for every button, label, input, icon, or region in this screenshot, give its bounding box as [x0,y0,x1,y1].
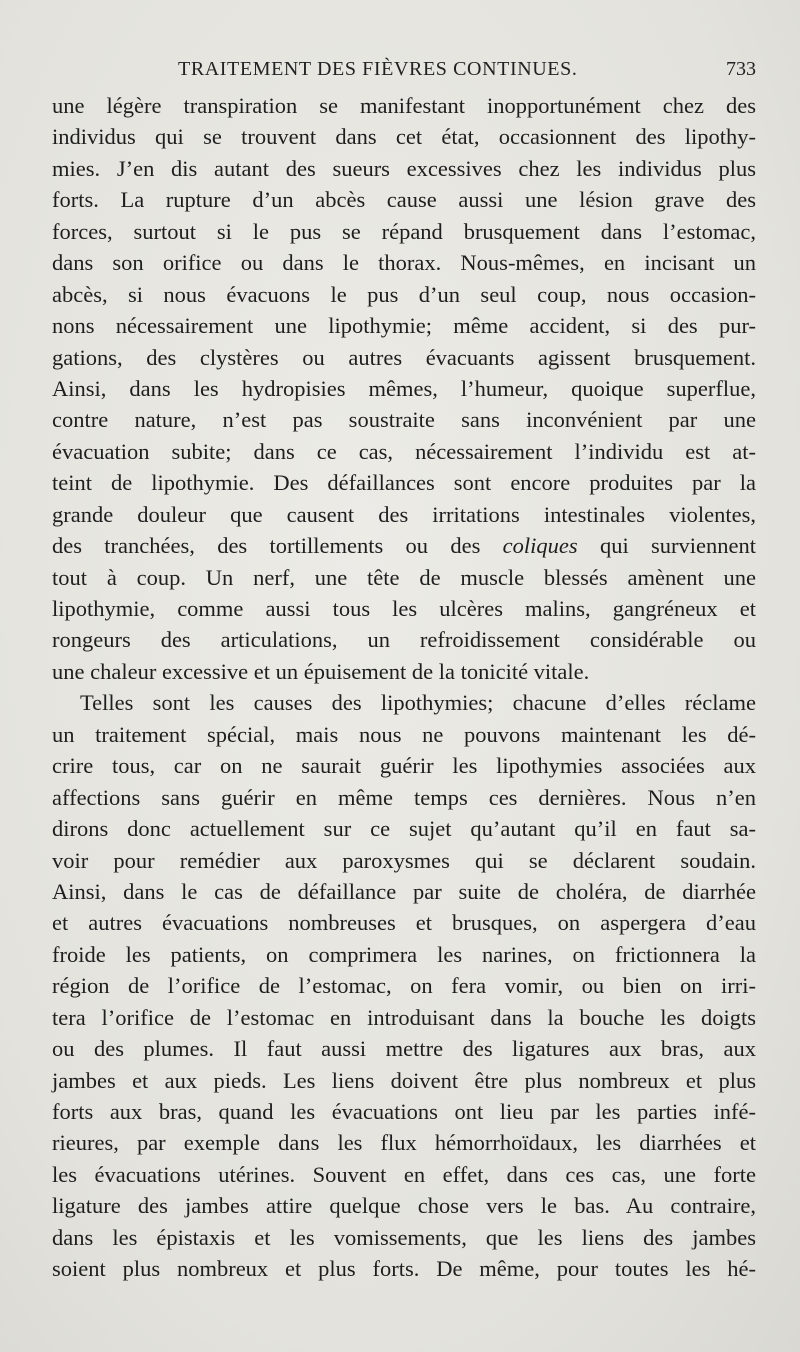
text-line: évacuation subite; dans ce cas, nécessairement l’individu est at- [52,438,756,464]
text-line: voir pour remédier aux paroxysmes qui se déclarent soudain. [52,847,756,873]
text-line: tera l’orifice de l’estomac en introduisant dans la bouche les doigts [52,1004,756,1030]
text-line: abcès, si nous évacuons le pus d’un seul coup, nous occasion- [52,281,756,307]
text-segment: des tranchées, des tortillements ou des [52,533,503,559]
text-line: rieures, par exemple dans les flux hémorrhoïdaux, les diarrhées et [52,1130,756,1156]
text-line: gations, des clystères ou autres évacuants agissent brusquement. [52,344,756,370]
text-line: dirons donc actuellement sur ce sujet qu’autant qu’il en faut sa- [52,816,756,842]
text-line: Ainsi, dans le cas de défaillance par suite de choléra, de diarrhée [52,878,756,904]
text-line: forts aux bras, quand les évacuations ont lieu par les parties infé- [52,1099,756,1124]
text-line: teint de lipothymie. Des défaillances sont encore produites par la [52,470,756,496]
text-line: grande douleur que causent des irritations intestinales violentes, [52,501,756,527]
text-line: forces, surtout si le pus se répand brusquement dans l’estomac, [52,218,756,244]
text-line: contre nature, n’est pas soustraite sans inconvénient par une [52,407,756,433]
text-line: un traitement spécial, mais nous ne pouvons maintenant les dé- [52,721,756,747]
text-line: région de l’orifice de l’estomac, on fera vomir, ou bien on irri- [52,973,756,999]
text-line: ou des plumes. Il faut aussi mettre des ligatures aux bras, aux [52,1036,756,1062]
text-line: jambes et aux pieds. Les liens doivent être plus nombreux et plus [52,1067,756,1093]
page-number: 733 [726,58,756,80]
text-line: dans les épistaxis et les vomissements, que les liens des jambes [52,1224,756,1250]
text-line: dans son orifice ou dans le thorax. Nous-mêmes, en incisant un [52,250,756,276]
text-line: Telles sont les causes des lipothymies; chacune d’elles réclame [80,690,756,716]
text-line [52,530,756,561]
text-line: forts. La rupture d’un abcès cause aussi une lésion grave des [52,187,756,213]
page-header [52,58,756,88]
text-line: rongeurs des articulations, un refroidissement considérable ou [52,627,756,653]
text-line: froide les patients, on comprimera les narines, on frictionnera la [52,941,756,967]
text-line: ligature des jambes attire quelque chose vers le bas. Au contraire, [52,1193,756,1219]
text-line: les évacuations utérines. Souvent en effet, dans ces cas, une forte [52,1161,756,1187]
text-line: tout à coup. Un nerf, une tête de muscle blessés amènent une [52,564,756,590]
text-line: individus qui se trouvent dans cet état, occasionnent des lipothy- [52,124,756,150]
italic-word: coliques [502,533,578,559]
text-line: une chaleur excessive et un épuisement de la tonicité vitale. [52,658,590,684]
text-line: crire tous, car on ne saurait guérir les lipothymies associées aux [52,753,756,779]
text-line: et autres évacuations nombreuses et brusques, on aspergera d’eau [52,910,756,936]
text-line: soient plus nombreux et plus forts. De même, pour toutes les hé- [52,1256,756,1282]
text-line: affections sans guérir en même temps ces dernières. Nous n’en [52,784,756,810]
body-text [52,90,756,1285]
text-line: Ainsi, dans les hydropisies mêmes, l’humeur, quoique superflue, [52,375,756,401]
text-segment: qui surviennent [577,533,756,559]
text-line: lipothymie, comme aussi tous les ulcères malins, gangréneux et [52,596,756,621]
text-line: une légère transpiration se manifestant inopportunément chez des [52,93,756,118]
text-line: nons nécessairement une lipothymie; même accident, si des pur- [52,313,756,339]
text-line: mies. J’en dis autant des sueurs excessives chez les individus plus [52,155,756,181]
running-head: TRAITEMENT DES FIÈVRES CONTINUES. [178,58,578,80]
